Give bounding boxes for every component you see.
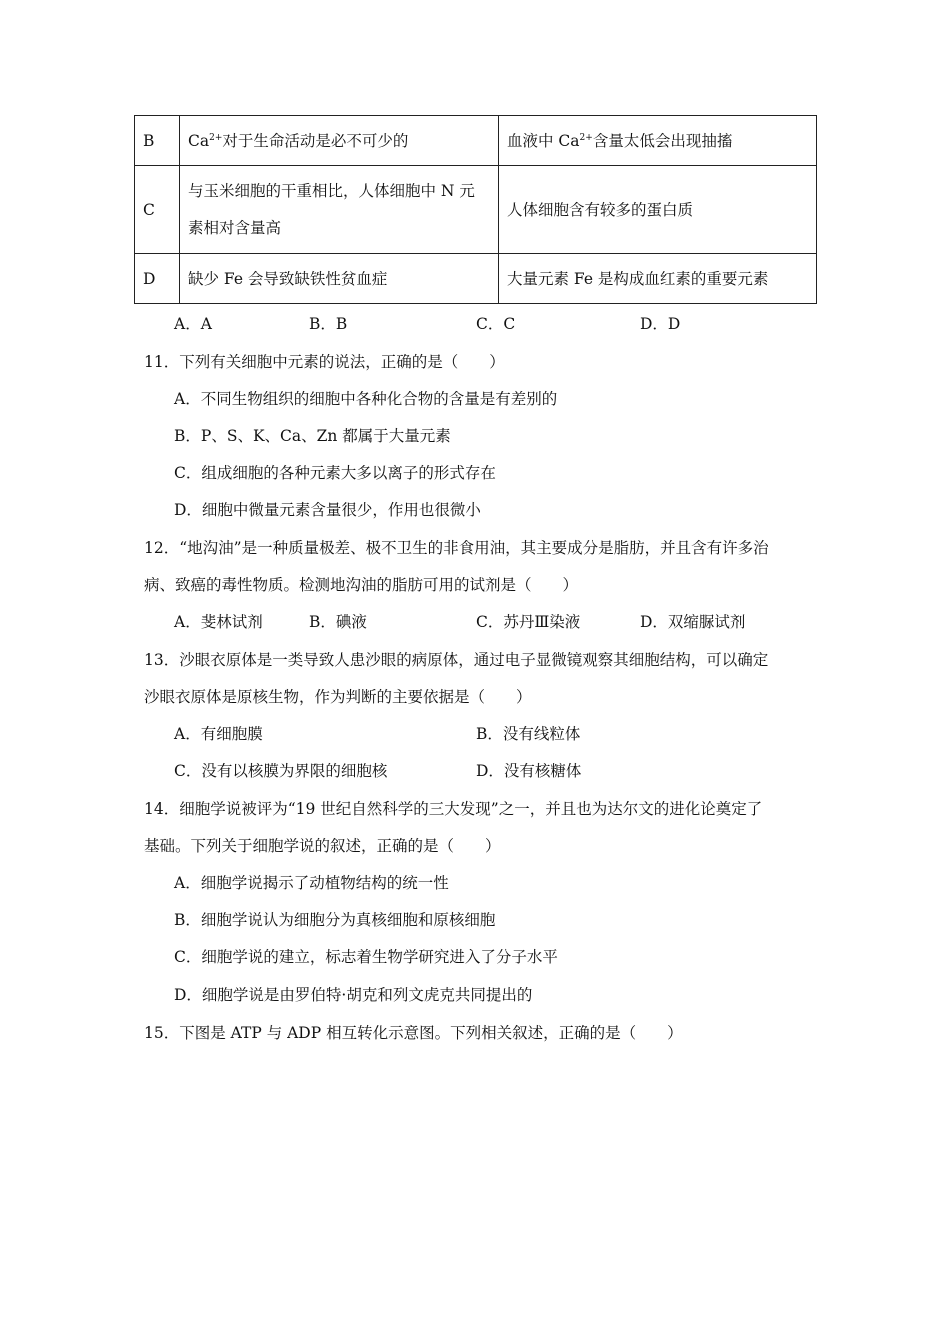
row-explanation: 大量元素 Fe 是构成血红素的重要元素: [499, 254, 817, 304]
row-explanation: 血液中 $Ca^{2+}$含量太低会出现抽搐: [499, 116, 817, 166]
q13-option-a: A．有细胞膜: [174, 725, 263, 743]
q14-option-d: D．细胞学说是由罗伯特·胡克和列文虎克共同提出的: [174, 986, 533, 1004]
q13-stem-line2: 沙眼衣原体是原核生物，作为判断的主要依据是（ ）: [144, 688, 532, 706]
q14-option-c: C．细胞学说的建立，标志着生物学研究进入了分子水平: [174, 948, 558, 966]
q14-option-a: A．细胞学说揭示了动植物结构的统一性: [174, 874, 449, 892]
q15-stem: 15．下图是 ATP 与 ADP 相互转化示意图。下列相关叙述，正确的是（ ）: [144, 1024, 683, 1042]
q12-stem-line1: 12．“地沟油”是一种质量极差、极不卫生的非食用油，其主要成分是脂肪，并且含有许多治: [144, 539, 769, 557]
q10-option-d: D．D: [640, 315, 681, 333]
row-explanation: 人体细胞含有较多的蛋白质: [499, 166, 817, 254]
q12-option-a: A．斐林试剂: [174, 613, 263, 631]
q13-option-b: B．没有线粒体: [476, 725, 581, 743]
q11-option-b: B．P、S、K、Ca、Zn 都属于大量元素: [174, 427, 451, 445]
q13-option-d: D．没有核糖体: [476, 762, 582, 780]
q10-option-c: C．C: [476, 315, 516, 333]
table-row: [135, 166, 817, 254]
q14-stem-line1: 14．细胞学说被评为“19 世纪自然科学的三大发现”之一，并且也为达尔文的进化论奠定了: [144, 800, 763, 818]
table-row: [135, 254, 817, 304]
row-statement: 缺少 Fe 会导致缺铁性贫血症: [180, 254, 499, 304]
q14-option-b: B．细胞学说认为细胞分为真核细胞和原核细胞: [174, 911, 496, 929]
row-statement: $Ca^{2+}$对于生命活动是必不可少的: [180, 116, 499, 166]
row-statement: 与玉米细胞的干重相比，人体细胞中 N 元 素相对含量高: [180, 166, 499, 254]
q11-option-c: C．组成细胞的各种元素大多以离子的形式存在: [174, 464, 496, 482]
element-table: [134, 115, 817, 304]
table-row: [135, 116, 817, 166]
row-key: D: [135, 254, 180, 304]
q11-option-d: D．细胞中微量元素含量很少，作用也很微小: [174, 501, 481, 519]
q10-option-a: A．A: [174, 315, 212, 333]
q13-stem-line1: 13．沙眼衣原体是一类导致人患沙眼的病原体，通过电子显微镜观察其细胞结构，可以确定: [144, 651, 769, 669]
q12-option-d: D．双缩脲试剂: [640, 613, 746, 631]
row-key: C: [135, 166, 180, 254]
q10-option-b: B．B: [309, 315, 348, 333]
q11-option-a: A．不同生物组织的细胞中各种化合物的含量是有差别的: [174, 390, 558, 408]
q12-stem-line2: 病、致癌的毒性物质。检测地沟油的脂肪可用的试剂是（ ）: [144, 576, 579, 594]
q14-stem-line2: 基础。下列关于细胞学说的叙述，正确的是（ ）: [144, 837, 501, 855]
q12-option-c: C．苏丹Ⅲ染液: [476, 613, 581, 631]
q13-option-c: C．没有以核膜为界限的细胞核: [174, 762, 388, 780]
row-key: B: [135, 116, 180, 166]
q12-option-b: B．碘液: [309, 613, 367, 631]
q11-stem: 11．下列有关细胞中元素的说法，正确的是（ ）: [144, 353, 505, 371]
